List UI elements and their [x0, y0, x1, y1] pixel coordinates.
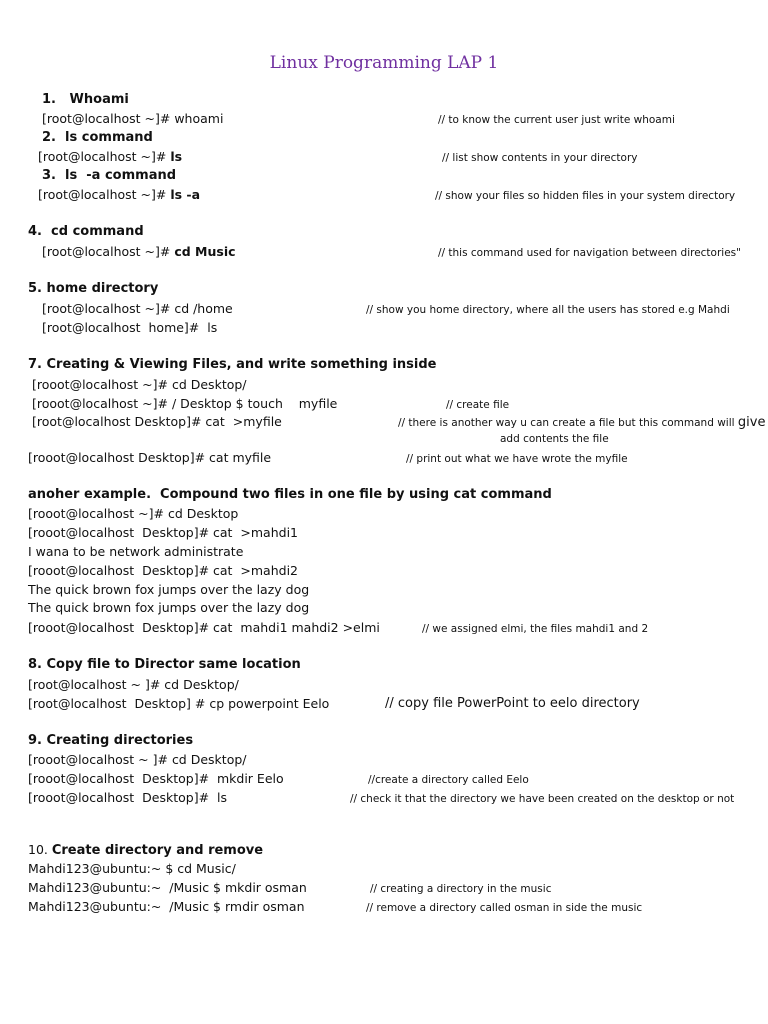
section-3-comment: // show your files so hidden files in your system directory — [435, 190, 736, 202]
section-2-comment: // list show contents in your directory — [442, 152, 638, 164]
example-heading: anoher example. Compound two files in one file by using cat command — [28, 487, 552, 502]
section-4-command — [42, 244, 236, 260]
example-line-7: [rooot@localhost Desktop]# cat mahdi1 mahdi2 >elmi — [28, 620, 380, 635]
section-3-prompt: [root@localhost ~]# — [38, 187, 171, 202]
section-2-command — [38, 149, 182, 165]
section-2-cmd: ls — [170, 149, 183, 164]
section-9-line-1: [rooot@localhost ~ ]# cd Desktop/ — [28, 752, 247, 767]
section-7-comment-3a-text: // there is another way u can create a file but this command will — [398, 417, 738, 429]
section-8-heading: 8. Copy file to Director same location — [28, 657, 301, 672]
section-7-comment-2: // create file — [446, 399, 510, 411]
section-7-heading: 7. Creating & Viewing Files, and write something inside — [28, 357, 437, 372]
section-1-heading: 1. Whoami — [42, 92, 129, 107]
section-10-line-3: Mahdi123@ubuntu:~ /Music $ rmdir osman — [28, 899, 305, 914]
section-7-comment-3a — [398, 416, 765, 430]
section-8-line-2: [root@localhost Desktop] # cp powerpoint Eelo — [28, 696, 330, 711]
section-10-number: 10. — [28, 842, 52, 857]
section-3-heading: 3. ls -a command — [42, 168, 177, 183]
section-9-comment-3: // check it that the directory we have been created on the desktop or not — [350, 793, 735, 805]
section-7-comment-4: // print out what we have wrote the myfile — [406, 453, 628, 465]
section-10-line-1: Mahdi123@ubuntu:~ $ cd Music/ — [28, 861, 236, 876]
example-line-1: [rooot@localhost ~]# cd Desktop — [28, 506, 239, 521]
section-10-comment-2: // creating a directory in the music — [370, 883, 552, 895]
example-line-2: [rooot@localhost Desktop]# cat >mahdi1 — [28, 525, 298, 540]
section-3-command — [38, 187, 200, 203]
section-7-line-1: [rooot@localhost ~]# cd Desktop/ — [32, 377, 247, 392]
document-title: Linux Programming LAP 1 — [269, 53, 499, 73]
section-5-line-2: [root@localhost home]# ls — [42, 320, 218, 335]
section-1-comment: // to know the current user just write whoami — [438, 114, 675, 126]
section-1-command: [root@localhost ~]# whoami — [42, 111, 224, 126]
section-9-heading: 9. Creating directories — [28, 733, 194, 748]
section-5-line-1: [root@localhost ~]# cd /home — [42, 301, 233, 316]
example-line-6: The quick brown fox jumps over the lazy dog — [28, 600, 310, 615]
section-5-comment-1: // show you home directory, where all the users has stored e.g Mahdi — [366, 304, 730, 316]
section-4-comment: // this command used for navigation between directories" — [438, 247, 741, 259]
section-7-line-2: [rooot@localhost ~]# / Desktop $ touch myfile — [32, 396, 338, 411]
section-7-comment-3a-give: give — [737, 415, 766, 430]
section-10-heading — [28, 842, 263, 859]
section-9-line-2: [rooot@localhost Desktop]# mkdir Eelo — [28, 771, 284, 786]
section-4-cmd: cd Music — [174, 244, 236, 259]
section-10-line-2: Mahdi123@ubuntu:~ /Music $ mkdir osman — [28, 880, 307, 895]
section-9-line-3: [rooot@localhost Desktop]# ls — [28, 790, 227, 805]
section-4-heading: 4. cd command — [28, 224, 144, 239]
example-line-5: The quick brown fox jumps over the lazy dog — [28, 582, 310, 597]
section-10-title: Create directory and remove — [51, 843, 264, 858]
section-2-heading: 2. ls command — [42, 130, 153, 145]
section-4-prompt: [root@localhost ~]# — [42, 244, 175, 259]
section-3-cmd: ls -a — [170, 187, 201, 202]
example-line-4: [rooot@localhost Desktop]# cat >mahdi2 — [28, 563, 298, 578]
section-7-comment-3b: add contents the file — [500, 433, 609, 445]
section-10-comment-3: // remove a directory called osman in side the music — [366, 902, 643, 914]
section-9-comment-2: //create a directory called Eelo — [368, 774, 529, 786]
section-8-line-1: [root@localhost ~ ]# cd Desktop/ — [28, 677, 239, 692]
section-7-line-3: [root@localhost Desktop]# cat >myfile — [32, 414, 282, 429]
example-comment-7: // we assigned elmi, the files mahdi1 and 2 — [422, 623, 649, 635]
section-8-comment-2: // copy file PowerPoint to eelo directory — [385, 696, 640, 711]
example-line-3: I wana to be network administrate — [28, 544, 244, 559]
section-5-heading: 5. home directory — [28, 281, 159, 296]
section-7-line-4: [rooot@localhost Desktop]# cat myfile — [28, 450, 272, 465]
section-2-prompt: [root@localhost ~]# — [38, 149, 171, 164]
